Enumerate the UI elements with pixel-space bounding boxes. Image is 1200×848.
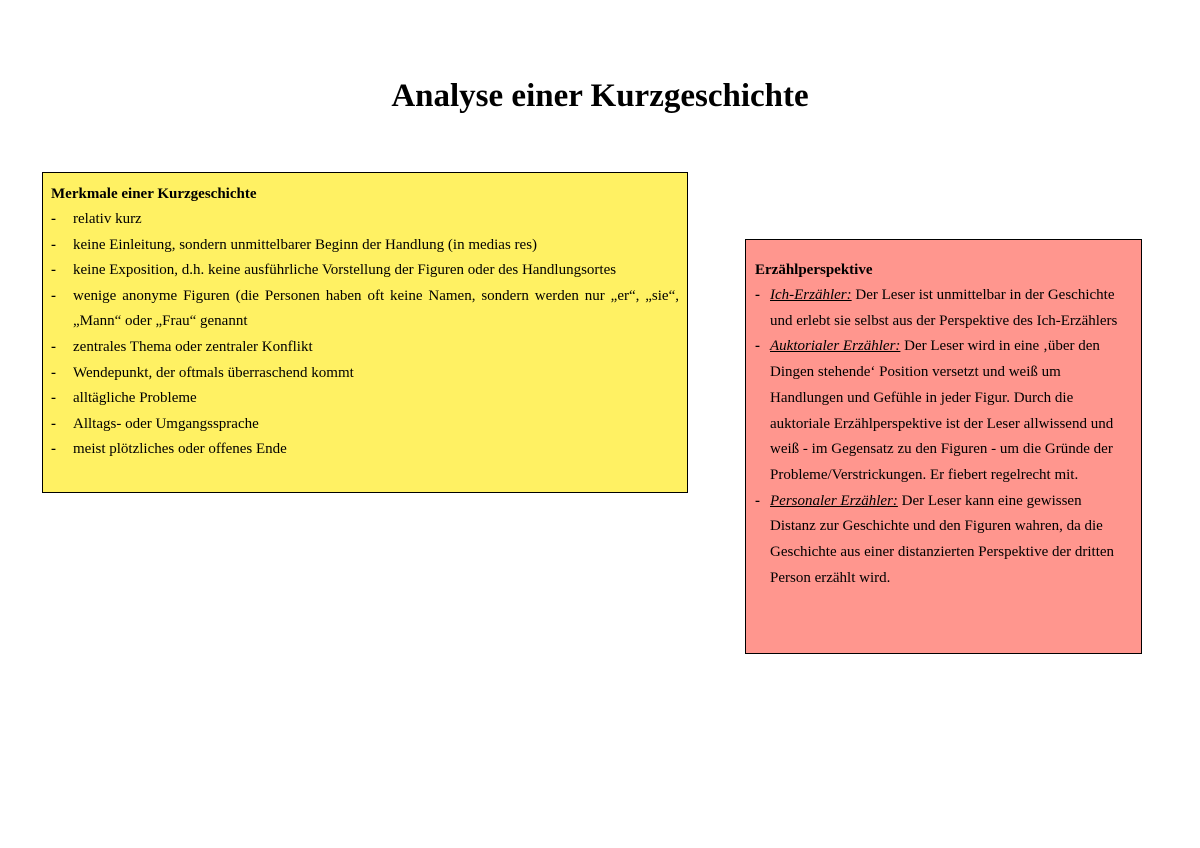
list-item <box>51 386 679 412</box>
list-item-text: wenige anonyme Figuren (die Personen haben oft keine Namen, sondern werden nur „er“, „sie“, „Mann“ oder „Frau“ genannt <box>73 287 679 330</box>
list-item-text: Alltags- oder Umgangssprache <box>73 415 259 432</box>
list-item <box>51 335 679 361</box>
dash-bullet: - <box>51 338 56 355</box>
dash-bullet: - <box>51 364 56 381</box>
merkmale-list <box>51 207 679 463</box>
list-item <box>51 361 679 387</box>
dash-bullet: - <box>51 415 56 432</box>
term-ich-erzaehler: Ich-Erzähler: <box>770 287 852 303</box>
list-item-text: keine Exposition, d.h. keine ausführliche Vorstellung der Figuren oder des Handlungsortes <box>73 262 617 279</box>
list-item <box>51 412 679 438</box>
list-item <box>755 489 1131 592</box>
page-title: Analyse einer Kurzgeschichte <box>391 78 809 114</box>
dash-bullet: - <box>51 236 56 253</box>
list-item <box>51 207 679 233</box>
erzaehlperspektive-heading: Erzählperspektive <box>755 262 873 278</box>
erzaehlperspektive-list <box>755 283 1131 591</box>
merkmale-box <box>42 172 688 493</box>
dash-bullet: - <box>51 441 56 458</box>
merkmale-heading: Merkmale einer Kurzgeschichte <box>51 186 257 202</box>
list-item-text: zentrales Thema oder zentraler Konflikt <box>73 338 313 355</box>
dash-bullet: - <box>51 390 56 407</box>
list-item-text: alltägliche Probleme <box>73 390 197 407</box>
list-item-text: Wendepunkt, der oftmals überraschend kommt <box>73 364 354 381</box>
list-item <box>755 283 1131 334</box>
list-item-text: relativ kurz <box>73 211 142 227</box>
list-item <box>51 258 679 284</box>
list-item <box>51 437 679 463</box>
dash-bullet: - <box>755 492 760 509</box>
dash-bullet: - <box>51 287 56 304</box>
dash-bullet: - <box>51 262 56 279</box>
dash-bullet: - <box>755 338 760 355</box>
list-item-text: keine Einleitung, sondern unmittelbarer Beginn der Handlung (in medias res) <box>73 236 538 253</box>
list-item <box>755 334 1131 488</box>
term-personaler-erzaehler: Personaler Erzähler: <box>770 492 898 509</box>
dash-bullet: - <box>51 211 56 227</box>
term-description: Der Leser wird in eine ‚über den Dingen stehende‘ Position versetzt und weiß um Handlungen und Gefühle in jeder Figur. Durch die auktoriale Erzählperspektive ist der Leser allwissend und weiß - im Gegensatz zu den Figuren - um die Gründe der Probleme/Verstrickungen. Er fiebert regelrecht mit. <box>770 338 1114 483</box>
list-item-text: meist plötzliches oder offenes Ende <box>73 441 287 458</box>
list-item <box>51 284 679 335</box>
term-description: Der Leser kann eine gewissen Distanz zur Geschichte und den Figuren wahren, da die Geschichte aus einer distanzierten Perspektive der dritten Person erzählt wird. <box>770 492 1115 586</box>
erzaehlperspektive-box <box>745 239 1142 654</box>
dash-bullet: - <box>755 287 760 303</box>
term-auktorialer-erzaehler: Auktorialer Erzähler: <box>770 338 901 355</box>
list-item <box>51 233 679 259</box>
term-description: Der Leser ist unmittelbar in der Geschichte und erlebt sie selbst aus der Perspektive des Ich-Erzählers <box>770 287 1118 329</box>
